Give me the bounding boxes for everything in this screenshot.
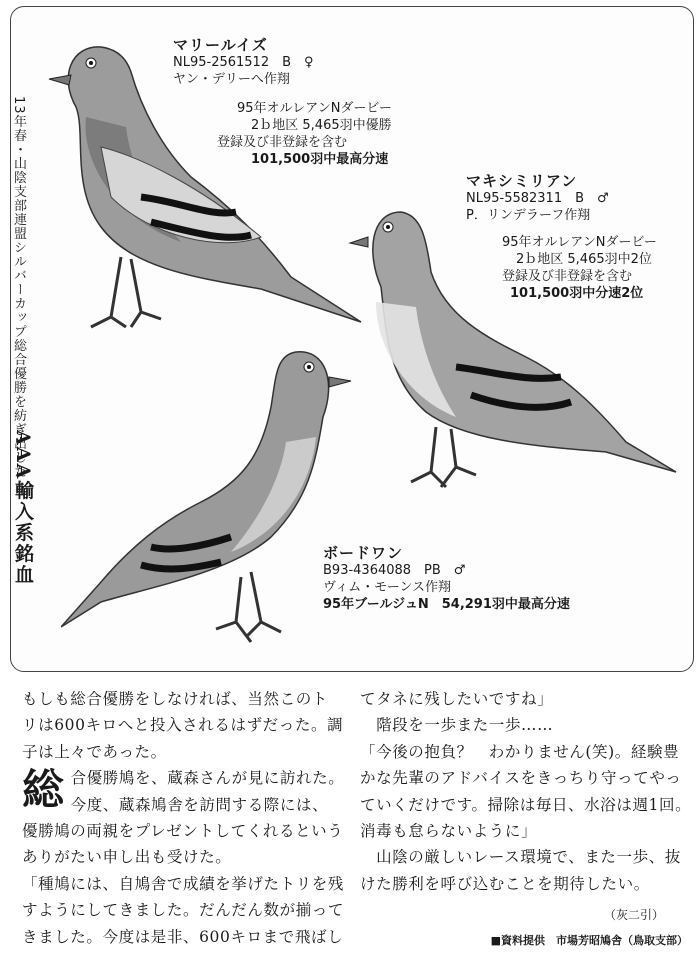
caption-line: ヤン・デリーへ作翔 (173, 72, 290, 87)
article-line: 今度、蔵森鳩舎を訪問する際には、 (70, 795, 329, 814)
article-line: 合優勝鳩を、蔵森さんが見に訪れた。 (70, 769, 345, 788)
drop-cap: 総 (22, 765, 65, 815)
article-line: ありがたい申し出も受けた。 (22, 848, 232, 867)
article-line: 優勝鳩の両親をプレゼントしてくれるという (22, 822, 344, 841)
article-line: 子は上々であった。 (22, 742, 167, 761)
caption-line: P．リンデラーフ作翔 (466, 208, 591, 223)
caption-marie-louise (173, 37, 392, 168)
article-line: きました。今度は是非、600キロまで飛ばし (22, 927, 344, 946)
author-signature: （灰二引） (603, 908, 664, 922)
article-line: ていくだけです。掃除は毎日、水浴は週1回。 (360, 795, 692, 814)
caption-line: 101,500羽中最高分速 (251, 152, 389, 167)
caption-line: B93-4364088 PB ♂ (323, 563, 466, 578)
pigeon-name: ボードワン (323, 544, 404, 562)
caption-line: 2ｂ地区 5,465羽中2位 (516, 252, 652, 267)
caption-line: 2ｂ地区 5,465羽中優勝 (251, 118, 392, 133)
article-line: リは600キロへと投入されるはずだった。調 (22, 716, 344, 735)
caption-line: 95年オルレアンNダービー (237, 101, 392, 116)
article-line: 「今後の抱負？ わかりません(笑)。経験豊 (360, 742, 680, 761)
caption-line: NL95-5582311 B ♂ (466, 191, 609, 206)
caption-line: ヴィム・モーンス作翔 (323, 580, 452, 595)
caption-line: 登録及び非登録を含む (217, 135, 348, 150)
article-line: すようにしてきました。だんだん数が揃って (22, 901, 345, 920)
caption-line: NL95-2561512 B ♀ (173, 55, 314, 70)
article-column-2 (360, 686, 695, 897)
article-column-1 (22, 686, 347, 950)
article-line: かな先輩のアドバイスをきっちり守ってやっ (360, 769, 682, 788)
caption-line: 101,500羽中分速2位 (510, 286, 644, 301)
caption-line: 95年ブールジュN 54,291羽中最高分速 (323, 597, 570, 612)
caption-line: 登録及び非登録を含む (502, 269, 633, 284)
vertical-title (12, 96, 34, 656)
caption-baudouin (323, 545, 570, 613)
article-line: 消毒も怠らないように」 (360, 822, 538, 841)
vertical-title-line2: AAA輸入系銘血 (12, 430, 34, 586)
pigeon-photo-baudouin (61, 337, 361, 657)
article-line: もしも総合優勝をしなければ、当然このト (22, 690, 328, 708)
caption-line: 95年オルレアンNダービー (502, 235, 657, 250)
source-credit: ■資料提供 市場芳昭鳩舎（鳥取支部） (490, 934, 688, 947)
article-line: けた勝利を呼び込むことを期待したい。 (360, 874, 650, 893)
photo-panel (10, 6, 694, 672)
article-line: 「種鳩には、自鳩舎で成績を挙げたトリを残 (22, 874, 345, 893)
pigeon-name: マキシミリアン (466, 172, 578, 190)
caption-maximilian (466, 173, 657, 302)
vertical-title-line1: 13年春・山陰支部連盟シルバーカップ総合優勝を紡ぎ出した (11, 96, 26, 479)
article-line: てタネに残したいですね」 (360, 690, 554, 708)
pigeon-name: マリールイズ (173, 36, 268, 54)
article-line: 山陰の厳しいレース環境で、また一歩、抜 (360, 848, 681, 867)
article-line: 階段を一歩また一歩…… (360, 716, 554, 735)
